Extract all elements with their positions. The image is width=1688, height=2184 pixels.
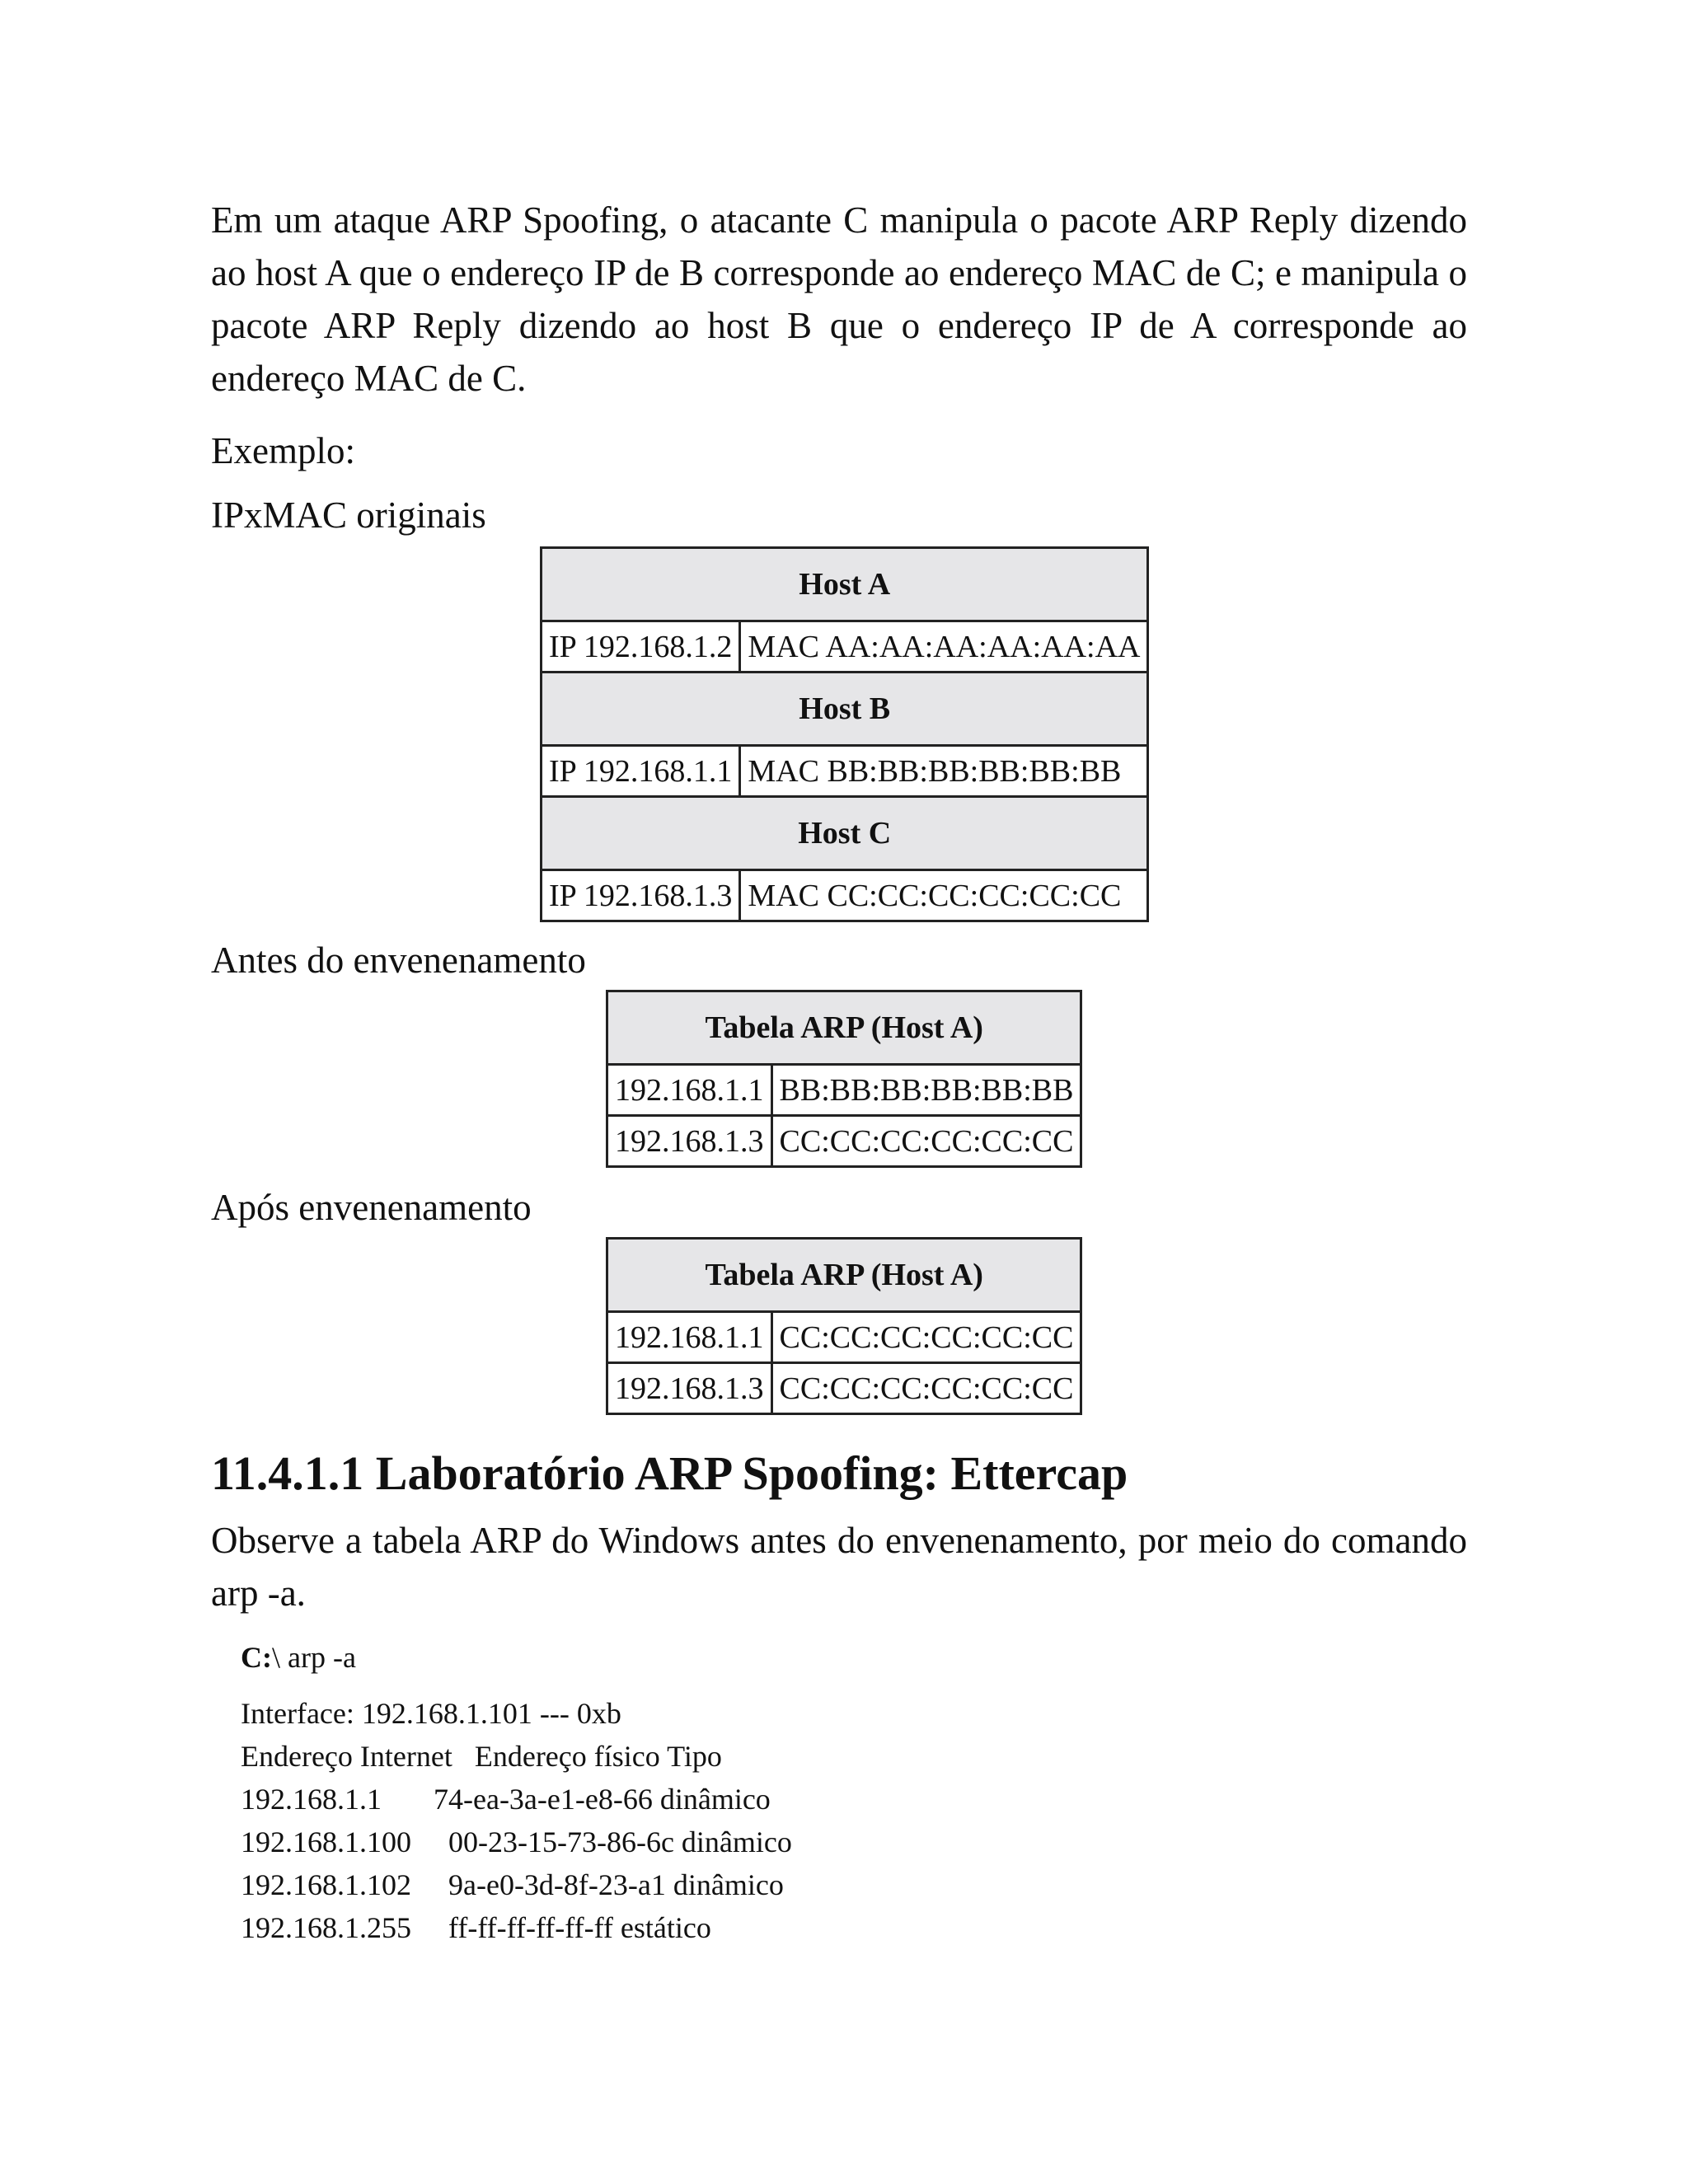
output-line: 192.168.1.100 00-23-15-73-86-6c dinâmico [241,1825,792,1858]
before-label: Antes do envenenamento [211,940,586,981]
table-row [607,1116,1081,1167]
table-row [542,870,1148,921]
original-label: IPxMAC originais [211,494,486,536]
arp-table-before [606,990,1082,1168]
table-cell: CC:CC:CC:CC:CC:CC [771,1363,1081,1414]
arp-table-after-title: Tabela ARP (Host A) [607,1239,1081,1312]
host-c-title: Host C [542,797,1148,870]
arp-table-after [606,1237,1082,1415]
host-a-ip: IP 192.168.1.2 [542,621,740,673]
table-row [607,991,1081,1065]
table-cell: 192.168.1.1 [607,1312,772,1363]
host-b-mac: MAC BB:BB:BB:BB:BB:BB [740,746,1148,797]
table-cell: 192.168.1.3 [607,1116,772,1167]
command-block [241,1636,1467,1949]
output-line: Interface: 192.168.1.101 --- 0xb [241,1697,621,1730]
output-line: Endereço Internet Endereço físico Tipo [241,1740,722,1773]
section-paragraph: Observe a tabela ARP do Windows antes do envenenamento, por meio do comando arp -a. [211,1520,1467,1614]
example-label: Exemplo: [211,430,355,471]
intro-paragraph: Em um ataque ARP Spoofing, o atacante C manipula o pacote ARP Reply dizendo ao host A que o endereço IP de B corresponde ao endereço MAC de C; e manipula o pacote ARP Reply dizendo ao host B que o endereço IP de A corresponde ao endereço MAC de C. [211,199,1467,399]
command-text: \ arp -a [272,1641,356,1674]
host-a-title: Host A [542,548,1148,621]
table-cell: 192.168.1.1 [607,1065,772,1116]
table-cell: 192.168.1.3 [607,1363,772,1414]
command-line [241,1636,1467,1679]
table-cell: CC:CC:CC:CC:CC:CC [771,1312,1081,1363]
table-row [542,746,1148,797]
after-label: Após envenenamento [211,1187,532,1228]
table-cell: CC:CC:CC:CC:CC:CC [771,1116,1081,1167]
arp-table-before-title: Tabela ARP (Host A) [607,991,1081,1065]
section-heading: 11.4.1.1 Laboratório ARP Spoofing: Ettercap [211,1446,1128,1500]
output-line: 192.168.1.102 9a-e0-3d-8f-23-a1 dinâmico [241,1868,784,1901]
output-line: 192.168.1.1 74-ea-3a-e1-e8-66 dinâmico [241,1783,771,1816]
host-c-ip: IP 192.168.1.3 [542,870,740,921]
table-row [542,673,1148,746]
command-prompt: C: [241,1641,272,1674]
table-row [542,548,1148,621]
document-page [211,194,1467,1949]
hosts-table [540,546,1149,922]
host-a-mac: MAC AA:AA:AA:AA:AA:AA [740,621,1148,673]
table-row [607,1363,1081,1414]
table-row [607,1239,1081,1312]
table-row [607,1065,1081,1116]
table-cell: BB:BB:BB:BB:BB:BB [771,1065,1081,1116]
table-row [542,797,1148,870]
host-b-title: Host B [542,673,1148,746]
host-b-ip: IP 192.168.1.1 [542,746,740,797]
host-c-mac: MAC CC:CC:CC:CC:CC:CC [740,870,1148,921]
table-row [542,621,1148,673]
output-line: 192.168.1.255 ff-ff-ff-ff-ff-ff estático [241,1911,711,1944]
table-row [607,1312,1081,1363]
